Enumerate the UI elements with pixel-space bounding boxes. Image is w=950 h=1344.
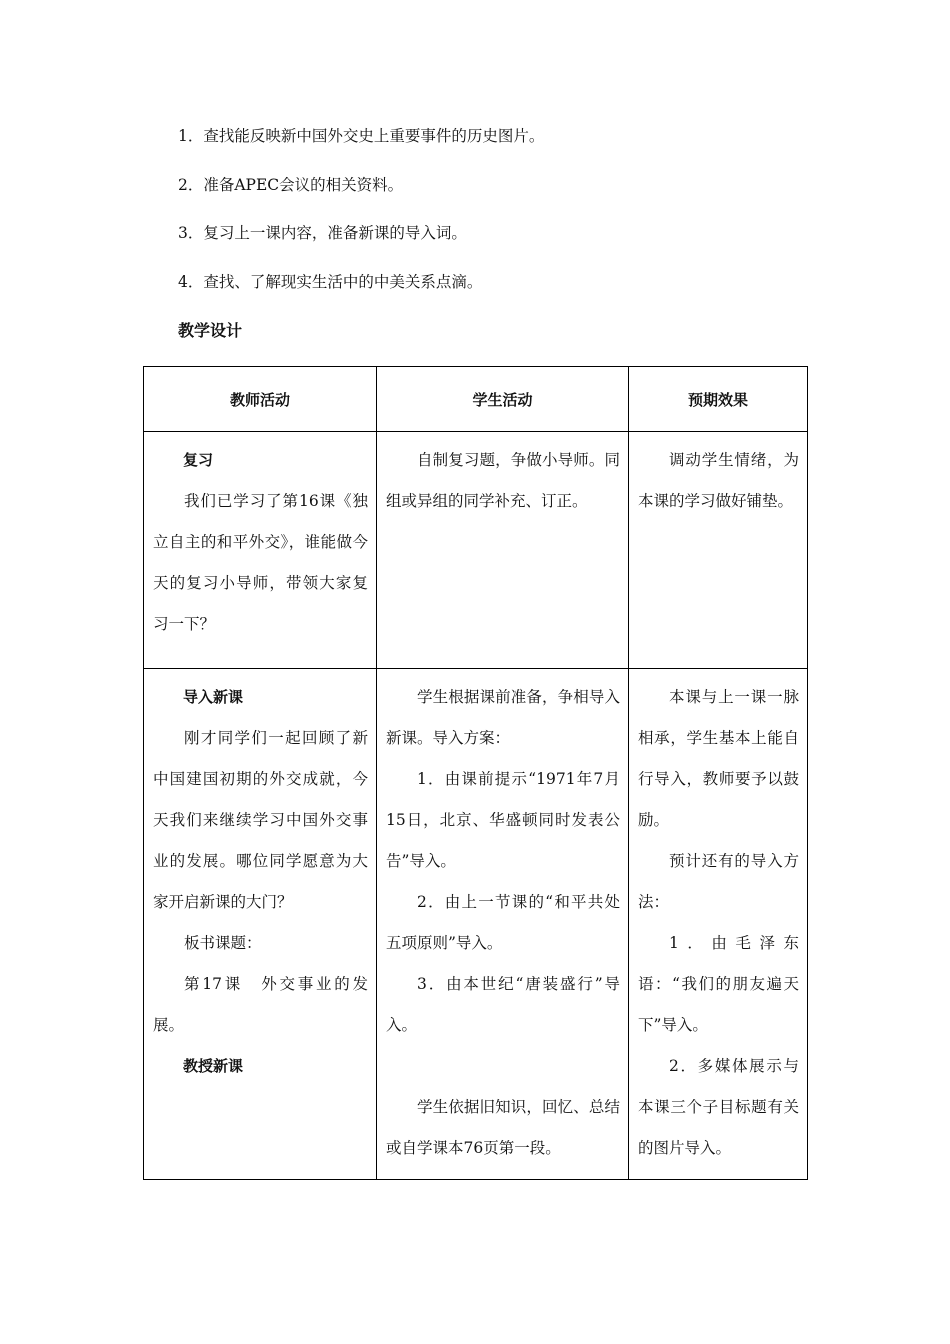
header-teacher-activity: 教师活动 xyxy=(144,367,377,432)
prep-item: 2．准备APEC会议的相关资料。 xyxy=(178,175,404,194)
teacher-cell xyxy=(144,669,377,1180)
preparation-list xyxy=(178,118,544,312)
spacer xyxy=(386,1046,620,1087)
header-expected-effect: 预期效果 xyxy=(629,367,808,432)
student-option: 2．由上一节课的“和平共处五项原则”导入。 xyxy=(386,893,620,952)
student-option: 3．由本世纪“唐装盛行”导入。 xyxy=(386,975,620,1034)
effect-text: 调动学生情绪，为本课的学习做好铺垫。 xyxy=(638,451,799,510)
student-intro: 学生根据课前准备，争相导入新课。导入方案： xyxy=(386,688,620,747)
effect-other-label: 预计还有的导入方法： xyxy=(638,852,799,911)
header-student-activity: 学生活动 xyxy=(377,367,629,432)
prep-item: 4．查找、了解现实生活中的中美关系点滴。 xyxy=(178,272,483,291)
student-cell xyxy=(377,432,629,669)
prep-item: 3．复习上一课内容，准备新课的导入词。 xyxy=(178,224,467,242)
review-heading: 复习 xyxy=(183,451,214,469)
effect-text: 本课与上一课一脉相承，学生基本上能自行导入，教师要予以鼓励。 xyxy=(638,688,799,829)
teaching-design-table xyxy=(143,366,808,1180)
board-label: 板书课题： xyxy=(184,934,262,952)
teaching-heading: 教授新课 xyxy=(183,1057,244,1075)
effect-method: 1．由毛泽东语：“我们的朋友遍天下”导入。 xyxy=(638,934,799,1034)
effect-cell xyxy=(629,432,808,669)
intro-heading: 导入新课 xyxy=(183,688,244,706)
student-option: 1．由课前提示“1971年7月15日，北京、华盛顿同时发表公告”导入。 xyxy=(386,770,620,870)
student-review: 学生依据旧知识，回忆、总结或自学课本76页第一段。 xyxy=(386,1098,620,1157)
student-cell xyxy=(377,669,629,1180)
teacher-text: 我们已学习了第16课《独立自主的和平外交》，谁能做今天的复习小导师，带领大家复习一下？ xyxy=(153,492,368,633)
student-text: 自制复习题，争做小导师。同组或异组的同学补充、订正。 xyxy=(386,451,620,510)
section-title: 教学设计 xyxy=(178,321,243,340)
teacher-text: 刚才同学们一起回顾了新中国建国初期的外交成就，今天我们来继续学习中国外交事业的发展。哪位同学愿意为大家开启新课的大门？ xyxy=(153,729,368,911)
table-header-row xyxy=(144,367,808,432)
teacher-cell xyxy=(144,432,377,669)
table-row xyxy=(144,432,808,669)
board-title: 第17课 外交事业的发展。 xyxy=(153,975,368,1034)
prep-item: 1．查找能反映新中国外交史上重要事件的历史图片。 xyxy=(178,127,545,145)
effect-method: 2．多媒体展示与本课三个子目标题有关的图片导入。 xyxy=(638,1057,799,1157)
effect-cell xyxy=(629,669,808,1180)
table-row xyxy=(144,669,808,1180)
